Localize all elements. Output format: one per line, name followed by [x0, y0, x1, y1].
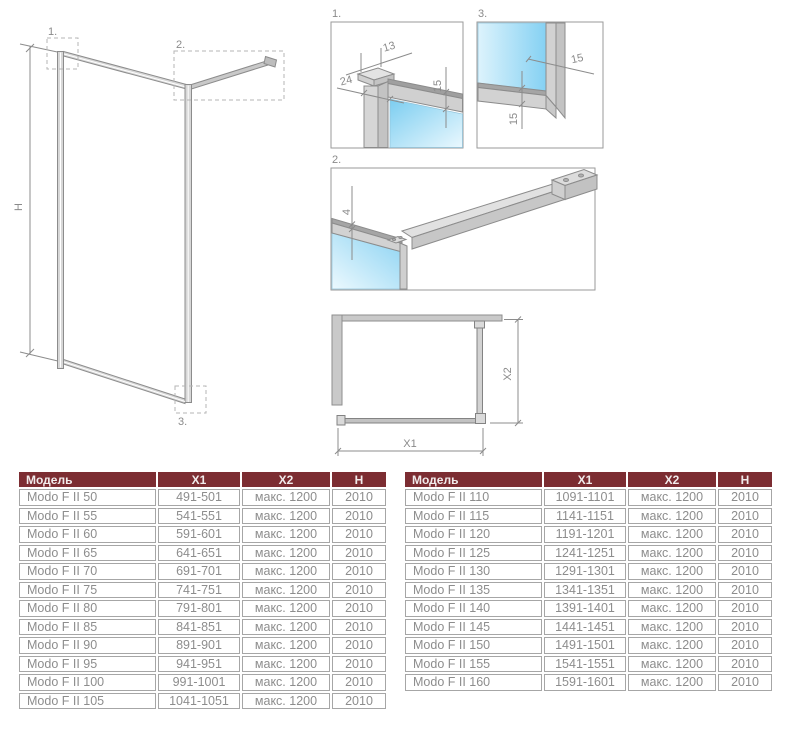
table-cell: Modo F II 125 [405, 545, 542, 562]
table-cell: 1141-1151 [544, 508, 626, 525]
detail-1-label: 1. [332, 8, 342, 20]
table-row [405, 489, 772, 506]
column-header: X1 [158, 472, 240, 487]
table-row [19, 545, 386, 562]
column-header: Модель [405, 472, 542, 487]
spec-table-right [403, 470, 774, 693]
table-cell: макс. 1200 [628, 619, 716, 636]
table-cell: Modo F II 55 [19, 508, 156, 525]
spec-table-left [17, 470, 388, 711]
table-cell: 1091-1101 [544, 489, 626, 506]
table-cell: 2010 [332, 693, 386, 710]
table-cell: 1341-1351 [544, 582, 626, 599]
dim-label-h: H [13, 203, 25, 211]
table-cell: 941-951 [158, 656, 240, 673]
table-cell: Modo F II 140 [405, 600, 542, 617]
table-cell: Modo F II 135 [405, 582, 542, 599]
table-cell: Modo F II 155 [405, 656, 542, 673]
table-cell: 791-801 [158, 600, 240, 617]
dim-label-13: 13 [381, 39, 397, 55]
table-cell: 2010 [718, 526, 772, 543]
table-cell: макс. 1200 [242, 489, 330, 506]
table-row [19, 582, 386, 599]
table-row [405, 582, 772, 599]
table-cell: Modo F II 120 [405, 526, 542, 543]
table-row [405, 508, 772, 525]
column-header: X1 [544, 472, 626, 487]
table-cell: макс. 1200 [242, 545, 330, 562]
table-cell: 2010 [332, 637, 386, 654]
table-cell: 2010 [718, 674, 772, 691]
top-view-arm [477, 324, 483, 417]
table-row [19, 693, 386, 710]
glass-panel-outline [58, 52, 192, 404]
table-cell: 891-901 [158, 637, 240, 654]
table-row [405, 600, 772, 617]
table-cell: 2010 [718, 545, 772, 562]
column-header: Модель [19, 472, 156, 487]
table-cell: макс. 1200 [242, 674, 330, 691]
table-cell: 2010 [332, 545, 386, 562]
table-cell: макс. 1200 [628, 526, 716, 543]
table-cell: 2010 [332, 600, 386, 617]
detail-2-label: 2. [332, 154, 342, 166]
table-cell: Modo F II 150 [405, 637, 542, 654]
table-cell: 491-501 [158, 489, 240, 506]
table-row [405, 563, 772, 580]
detail-3-glass [478, 23, 546, 91]
table-row [405, 637, 772, 654]
table-cell: Modo F II 145 [405, 619, 542, 636]
table-cell: 2010 [332, 526, 386, 543]
table-cell: 1191-1201 [544, 526, 626, 543]
table-row [19, 619, 386, 636]
table-cell: макс. 1200 [628, 582, 716, 599]
table-cell: 2010 [332, 582, 386, 599]
table-cell: 1491-1501 [544, 637, 626, 654]
detail-1-drawing [331, 8, 463, 148]
table-row [19, 674, 386, 691]
top-view-dims [335, 317, 523, 457]
table-cell: макс. 1200 [628, 545, 716, 562]
table-row [405, 619, 772, 636]
table-cell: Modo F II 70 [19, 563, 156, 580]
table-row [19, 600, 386, 617]
table-cell: 991-1001 [158, 674, 240, 691]
callout-label-3: 3. [178, 416, 188, 428]
table-cell: 2010 [332, 656, 386, 673]
table-cell: 1441-1451 [544, 619, 626, 636]
table-cell: 641-651 [158, 545, 240, 562]
dim-label-x1: X1 [403, 438, 417, 450]
table-cell: 2010 [718, 637, 772, 654]
table-cell: 2010 [718, 582, 772, 599]
table-cell: 2010 [718, 489, 772, 506]
table-cell: макс. 1200 [242, 526, 330, 543]
table-cell: 2010 [332, 619, 386, 636]
table-row [19, 563, 386, 580]
table-cell: Modo F II 85 [19, 619, 156, 636]
table-cell: макс. 1200 [628, 656, 716, 673]
table-cell: макс. 1200 [242, 600, 330, 617]
table-cell: макс. 1200 [242, 693, 330, 710]
dim-label-x2: X2 [502, 367, 514, 381]
table-cell: Modo F II 160 [405, 674, 542, 691]
table-row [405, 674, 772, 691]
table-cell: 591-601 [158, 526, 240, 543]
table-cell: макс. 1200 [242, 619, 330, 636]
main-drawing [13, 26, 284, 428]
table-cell: Modo F II 90 [19, 637, 156, 654]
support-arm [192, 57, 277, 90]
table-cell: Modo F II 80 [19, 600, 156, 617]
table-row [19, 489, 386, 506]
table-cell: 1291-1301 [544, 563, 626, 580]
callout-label-2: 2. [176, 39, 186, 51]
column-header: X2 [242, 472, 330, 487]
table-cell: 2010 [332, 563, 386, 580]
table-cell: 1541-1551 [544, 656, 626, 673]
table-cell: 541-551 [158, 508, 240, 525]
table-cell: 841-851 [158, 619, 240, 636]
table-row [19, 508, 386, 525]
table-cell: 1041-1051 [158, 693, 240, 710]
table-cell: макс. 1200 [242, 582, 330, 599]
dim-label-15: 15 [432, 79, 444, 93]
table-cell: макс. 1200 [242, 637, 330, 654]
table-cell: 2010 [332, 508, 386, 525]
table-cell: Modo F II 105 [19, 693, 156, 710]
table-cell: Modo F II 130 [405, 563, 542, 580]
table-cell: Modo F II 75 [19, 582, 156, 599]
detail-3-drawing [477, 8, 603, 148]
table-cell: макс. 1200 [628, 489, 716, 506]
table-row [19, 656, 386, 673]
table-cell: 2010 [718, 656, 772, 673]
dim-label-15-diag: 15 [570, 51, 585, 67]
dim-label-15-bottom: 15 [508, 112, 520, 126]
header-row [19, 472, 386, 487]
header-row [405, 472, 772, 487]
table-cell: макс. 1200 [628, 637, 716, 654]
table-cell: Modo F II 95 [19, 656, 156, 673]
table-cell: 1241-1251 [544, 545, 626, 562]
column-header: H [332, 472, 386, 487]
table-row [405, 545, 772, 562]
table-cell: Modo F II 65 [19, 545, 156, 562]
callout-label-1: 1. [48, 26, 58, 38]
table-cell: 1591-1601 [544, 674, 626, 691]
table-cell: макс. 1200 [242, 508, 330, 525]
table-row [19, 526, 386, 543]
column-header: X2 [628, 472, 716, 487]
table-cell: 2010 [718, 563, 772, 580]
table-cell: макс. 1200 [242, 656, 330, 673]
table-cell: 2010 [718, 600, 772, 617]
table-row [19, 637, 386, 654]
table-cell: Modo F II 110 [405, 489, 542, 506]
table-cell: 1391-1401 [544, 600, 626, 617]
dim-label-4: 4 [341, 208, 353, 216]
table-cell: 2010 [718, 508, 772, 525]
top-view-glass [342, 419, 483, 424]
table-cell: макс. 1200 [628, 508, 716, 525]
table-cell: Modo F II 50 [19, 489, 156, 506]
table-cell: 741-751 [158, 582, 240, 599]
table-cell: Modo F II 60 [19, 526, 156, 543]
detail-2-drawing [331, 154, 597, 290]
dim-label-24: 24 [338, 73, 354, 89]
table-cell: макс. 1200 [242, 563, 330, 580]
table-cell: 2010 [332, 674, 386, 691]
table-row [405, 656, 772, 673]
table-cell: макс. 1200 [628, 674, 716, 691]
table-cell: 691-701 [158, 563, 240, 580]
table-cell: 2010 [332, 489, 386, 506]
table-cell: 2010 [718, 619, 772, 636]
column-header: H [718, 472, 772, 487]
table-cell: Modo F II 100 [19, 674, 156, 691]
table-row [405, 526, 772, 543]
table-cell: Modo F II 115 [405, 508, 542, 525]
top-view-drawing [332, 315, 523, 456]
detail-3-label: 3. [478, 8, 488, 20]
table-cell: макс. 1200 [628, 563, 716, 580]
dimension-h [20, 44, 62, 362]
table-cell: макс. 1200 [628, 600, 716, 617]
